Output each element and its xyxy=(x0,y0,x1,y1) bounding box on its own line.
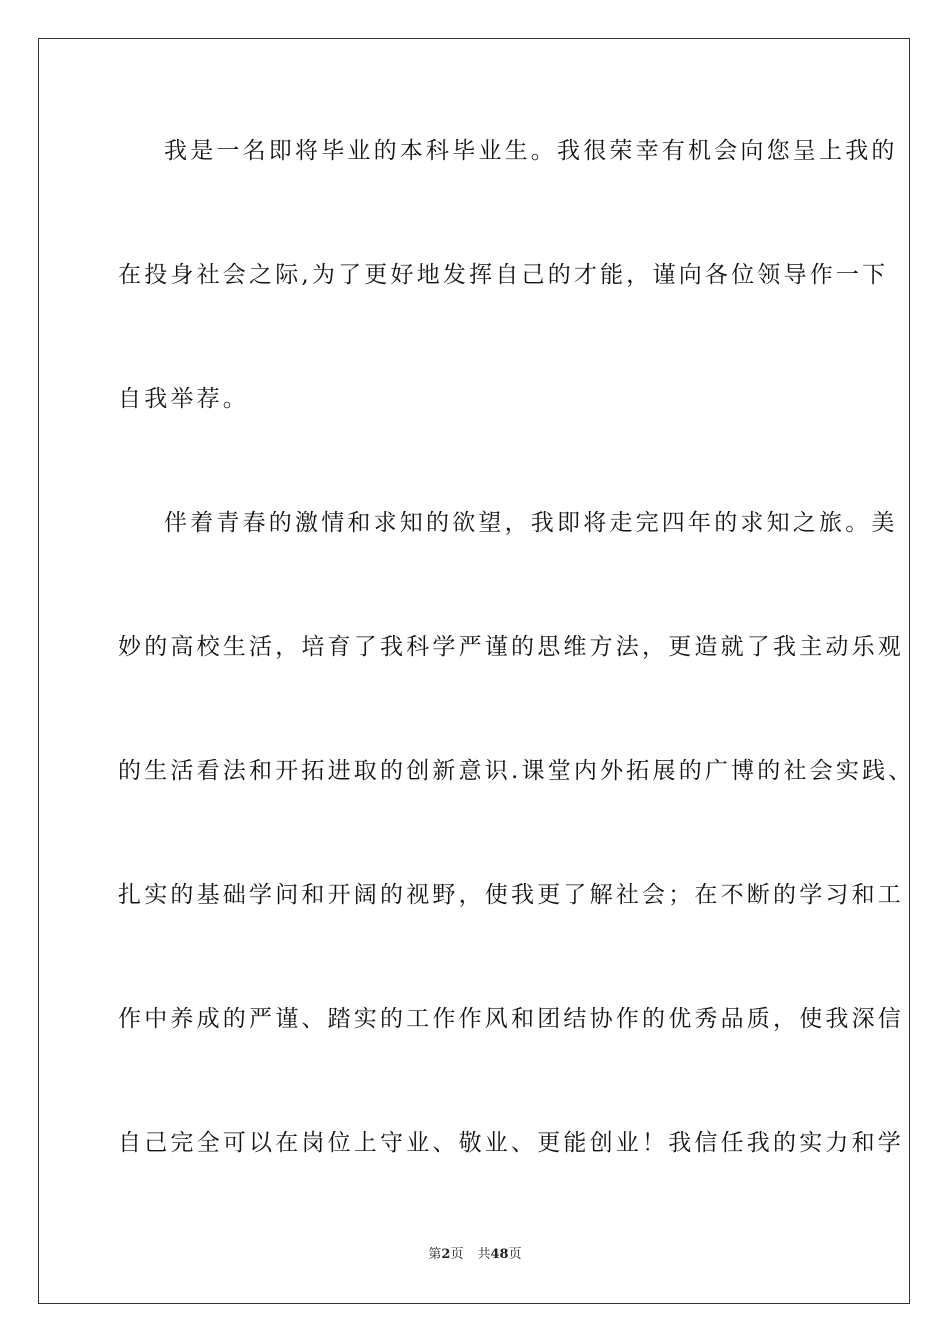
paragraph-2-line-4: 扎实的基础学问和开阔的视野，使我更了解社会；在不断的学习和工 xyxy=(118,882,904,908)
paragraph-1-line-3: 自我举荐。 xyxy=(118,386,249,412)
paragraph-2-line-2: 妙的高校生活，培育了我科学严谨的思维方法，更造就了我主动乐观 xyxy=(118,634,904,660)
page-number: 2 xyxy=(441,1247,451,1262)
page-border xyxy=(38,38,910,1304)
page-footer xyxy=(0,1246,950,1264)
paragraph-1-line-2: 在投身社会之际,为了更好地发挥自己的才能，谨向各位领导作一下 xyxy=(118,262,889,288)
paragraph-2-line-1: 伴着青春的激情和求知的欲望，我即将走完四年的求知之旅。美 xyxy=(164,510,898,536)
total-pages: 48 xyxy=(490,1247,509,1262)
page-prefix: 第 xyxy=(428,1247,442,1262)
page-suffix: 页 xyxy=(450,1247,464,1262)
paragraph-2-line-3: 的生活看法和开拓进取的创新意识.课堂内外拓展的广博的社会实践、 xyxy=(118,758,915,784)
paragraph-2-line-5: 作中养成的严谨、踏实的工作作风和团结协作的优秀品质，使我深信 xyxy=(118,1006,904,1032)
paragraph-2-line-6: 自己完全可以在岗位上守业、敬业、更能创业！我信任我的实力和学 xyxy=(118,1130,904,1156)
total-prefix: 共 xyxy=(477,1247,491,1262)
paragraph-1-line-1: 我是一名即将毕业的本科毕业生。我很荣幸有机会向您呈上我的 xyxy=(164,138,898,164)
total-suffix: 页 xyxy=(508,1247,522,1262)
